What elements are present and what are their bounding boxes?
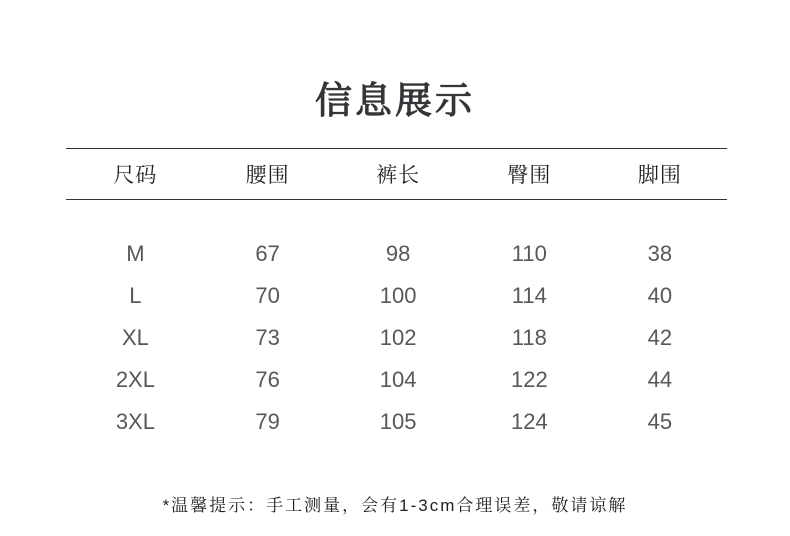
hip-value: 122: [510, 367, 548, 392]
table-row-3xl: [66, 401, 727, 443]
page-title: 信息展示: [315, 80, 475, 121]
header-size: 尺码: [113, 164, 158, 187]
hip-value: 114: [511, 283, 547, 308]
header-pant-length: 裤长: [376, 164, 421, 187]
leg-opening-value: 38: [647, 241, 673, 266]
size-label: M: [126, 241, 145, 266]
pant-length-value: 104: [379, 367, 417, 392]
waist-value: 67: [255, 241, 280, 266]
waist-value: 70: [255, 283, 280, 308]
hip-value: 110: [511, 241, 547, 266]
table-row-2xl: [66, 359, 727, 401]
pant-length-value: 100: [379, 283, 417, 308]
size-label: XL: [121, 325, 149, 350]
header-waist: 腰围: [245, 164, 290, 187]
table-row-xl: [66, 317, 727, 359]
measurement-tolerance-note: *温馨提示：手工测量，会有1-3cm合理误差，敬请谅解: [162, 496, 628, 515]
hip-value: 124: [510, 409, 548, 434]
leg-opening-value: 45: [647, 409, 673, 434]
table-header-row: [66, 148, 727, 200]
table-row-l: [66, 275, 727, 317]
size-label: 3XL: [115, 409, 155, 434]
header-hip: 臀围: [507, 164, 552, 187]
pant-length-value: 105: [379, 409, 417, 434]
table-row-m: [66, 233, 727, 275]
waist-value: 79: [255, 409, 280, 434]
pant-length-value: 102: [379, 325, 417, 350]
waist-value: 76: [255, 367, 280, 392]
size-table: [66, 148, 727, 443]
leg-opening-value: 40: [647, 283, 673, 308]
leg-opening-value: 44: [647, 367, 673, 392]
hip-value: 118: [511, 325, 547, 350]
header-leg-opening: 脚围: [637, 164, 682, 187]
table-body: [66, 200, 727, 443]
waist-value: 73: [255, 325, 280, 350]
size-label: 2XL: [115, 367, 155, 392]
leg-opening-value: 42: [647, 325, 673, 350]
pant-length-value: 98: [385, 241, 411, 266]
size-label: L: [129, 283, 142, 308]
